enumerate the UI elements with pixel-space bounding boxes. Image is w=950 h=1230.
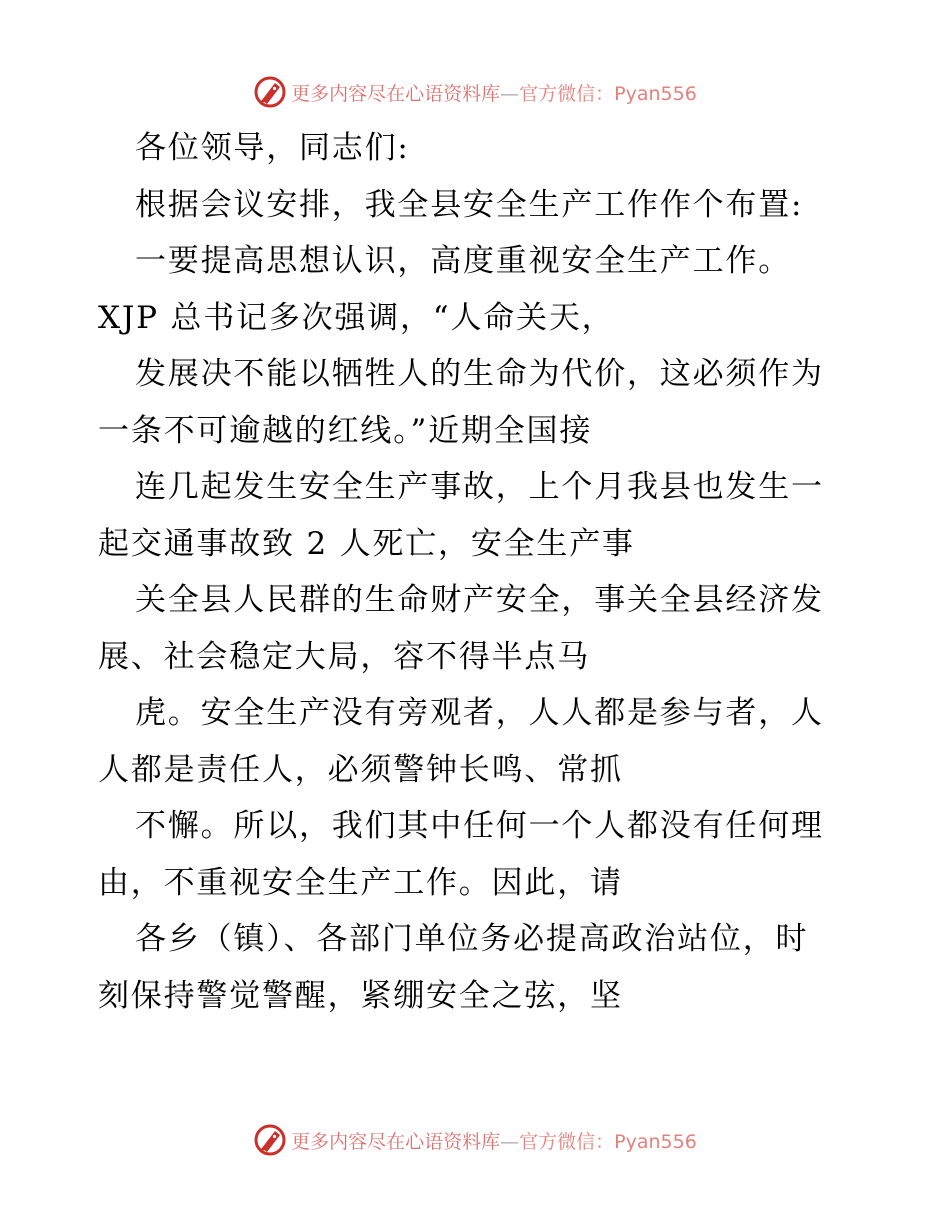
document-line: 起交通事故致 2 人死亡，安全生产事: [98, 525, 635, 562]
watermark-header: [0, 72, 950, 112]
watermark-separator: —: [500, 82, 520, 105]
document-line: 根据会议安排，我全县安全生产工作作个布置:: [135, 186, 804, 223]
watermark-text: [291, 79, 697, 106]
pen-nib-logo-icon: [253, 75, 287, 109]
document-line: 由，不重视安全生产工作。因此，请: [98, 864, 623, 901]
watermark-footer: [0, 1120, 950, 1160]
document-line: 人都是责任人，必须警钟长鸣、常抓: [98, 751, 623, 788]
document-line: 连几起发生安全生产事故，上个月我县也发生一: [135, 469, 824, 505]
pen-nib-logo-icon: [253, 1123, 287, 1157]
watermark-brand: 更多内容尽在心语资料库: [291, 1130, 501, 1153]
watermark-contact: 官方微信：Pyan556: [519, 82, 697, 105]
document-line: 虎。安全生产没有旁观者，人人都是参与者，人: [135, 695, 824, 731]
document-line: 各乡（镇）、各部门单位务必提高政治站位，时: [135, 921, 809, 957]
document-line: 刻保持警觉警醒，紧绷安全之弦，坚: [98, 977, 623, 1014]
document-line: XJP 总书记多次强调，“人命关天，: [98, 299, 615, 336]
document-line: 各位领导，同志们:: [135, 130, 410, 166]
document-line: 一条不可逾越的红线。”近期全国接: [98, 412, 593, 449]
document-line: 发展决不能以牺牲人的生命为代价，这必须作为: [135, 356, 824, 392]
watermark-contact: 官方微信：Pyan556: [519, 1130, 697, 1153]
watermark-text: [291, 1127, 697, 1154]
document-line: 不懈。所以，我们其中任何一个人都没有任何理: [135, 808, 824, 844]
watermark-brand: 更多内容尽在心语资料库: [291, 82, 501, 105]
watermark-separator: —: [500, 1130, 520, 1153]
document-line: 一要提高思想认识，高度重视安全生产工作。: [135, 243, 791, 279]
document-body: [98, 120, 858, 1024]
document-line: 关全县人民群的生命财产安全，事关全县经济发: [135, 582, 824, 618]
document-line: 展、社会稳定大局，容不得半点马: [98, 638, 590, 675]
